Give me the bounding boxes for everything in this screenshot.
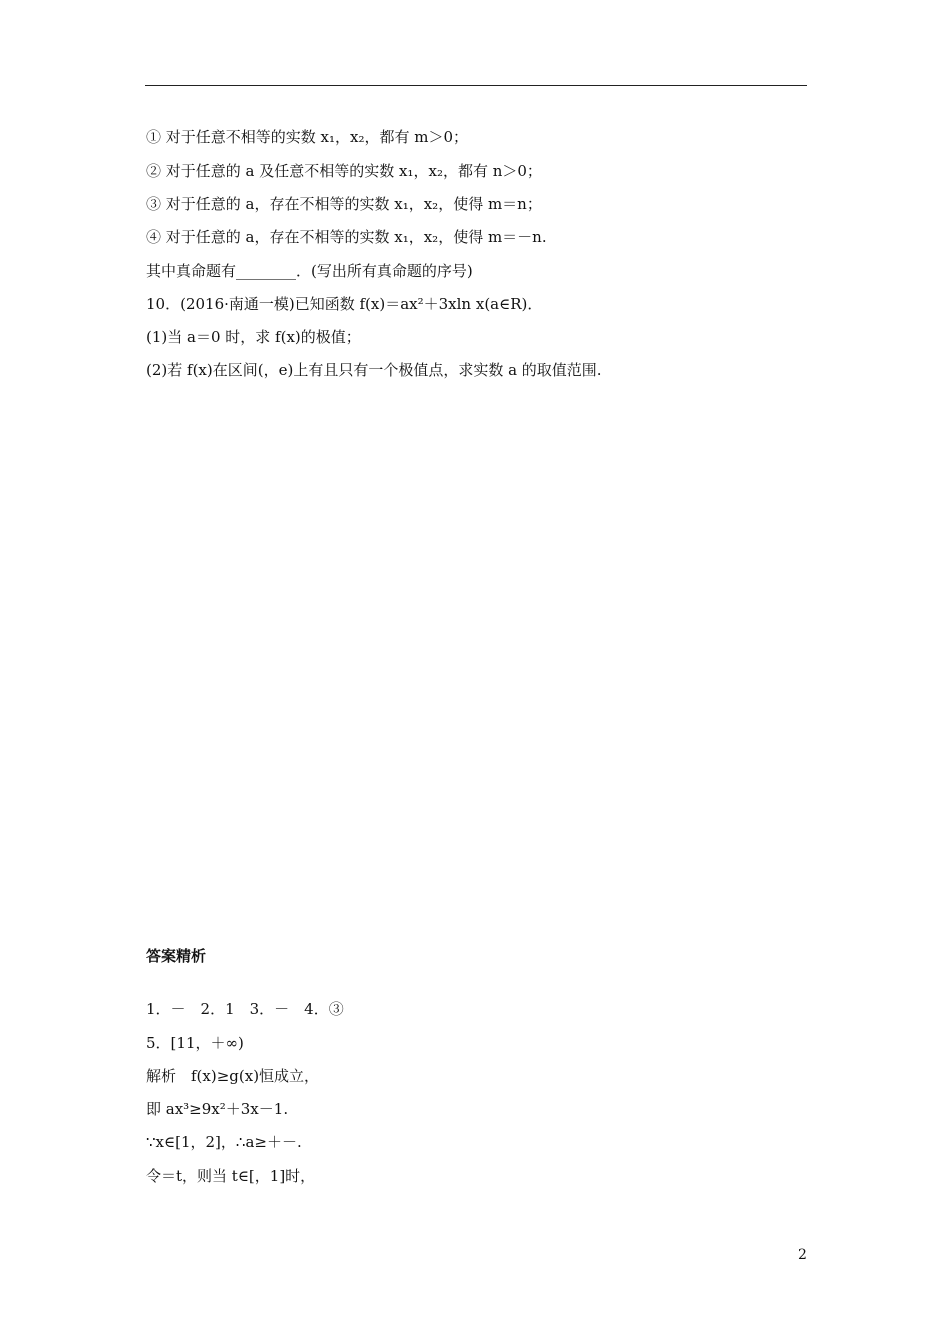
answer-line-6: 令＝t，则当 t∈[，1]时， (146, 1167, 316, 1185)
statement-1: ① 对于任意不相等的实数 x₁，x₂，都有 m＞0； (146, 128, 469, 146)
answer-line-3: 解析 f(x)≥g(x)恒成立， (146, 1067, 320, 1085)
question-prompt: 其中真命题有________．(写出所有真命题的序号) (146, 262, 473, 280)
answer-line-4: 即 ax³≥9x²＋3x－1. (146, 1100, 289, 1118)
answer-line-5: ∵x∈[1，2]，∴a≥＋－. (146, 1133, 302, 1151)
question-10: 10．(2016·南通一模)已知函数 f(x)＝ax²＋3xln x(a∈R)． (146, 295, 543, 313)
question-10-part-1: (1)当 a＝0 时，求 f(x)的极值； (146, 328, 361, 346)
page-number: 2 (798, 1247, 807, 1263)
header-rule (145, 85, 807, 86)
statement-4: ④ 对于任意的 a，存在不相等的实数 x₁，x₂，使得 m＝－n. (146, 228, 547, 246)
statement-3: ③ 对于任意的 a，存在不相等的实数 x₁，x₂，使得 m＝n； (146, 195, 542, 213)
answer-line-1: 1．－ 2．1 3．－ 4．③ (146, 1000, 344, 1018)
answer-line-2: 5．[11，＋∞) (146, 1034, 244, 1052)
answers-heading: 答案精析 (146, 947, 207, 965)
question-10-part-2: (2)若 f(x)在区间(，e)上有且只有一个极值点，求实数 a 的取值范围. (146, 361, 602, 379)
statement-2: ② 对于任意的 a 及任意不相等的实数 x₁，x₂，都有 n＞0； (146, 162, 542, 180)
